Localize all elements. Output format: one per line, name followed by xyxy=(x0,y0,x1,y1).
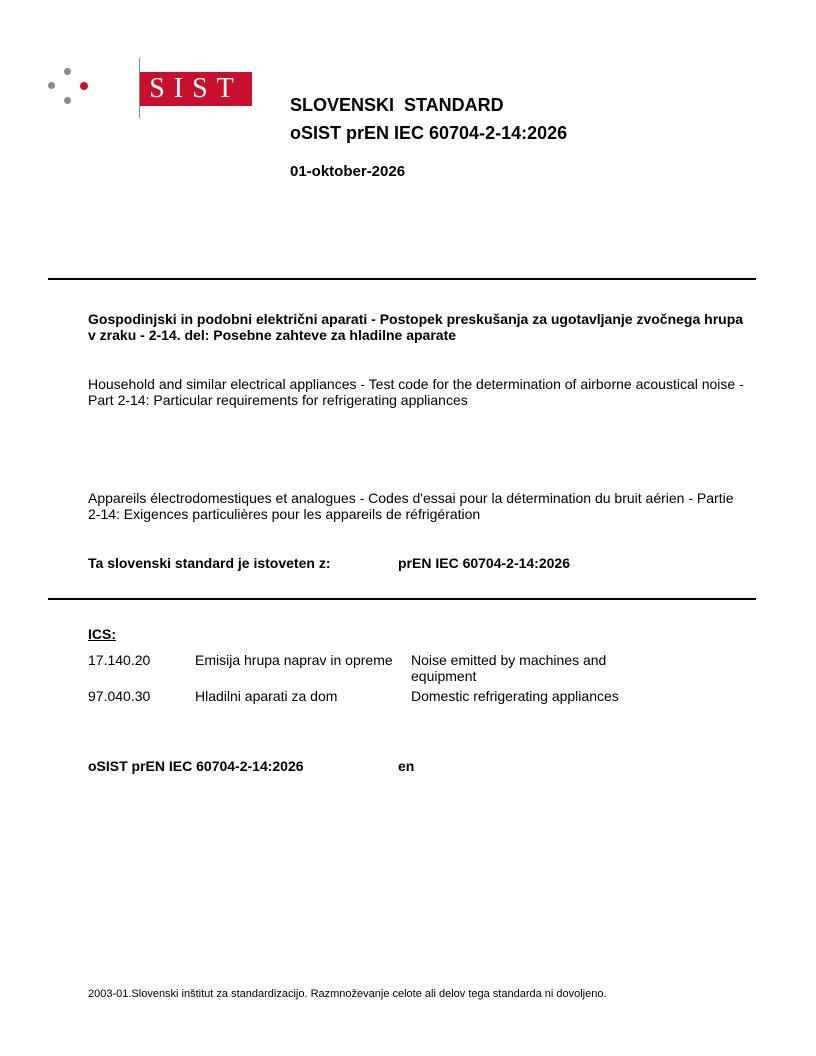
ics-code: 17.140.20 xyxy=(88,652,151,668)
publication-date: 01-oktober-2026 xyxy=(290,163,406,180)
designation-code: oSIST prEN IEC 60704-2-14:2026 xyxy=(88,758,304,774)
logo-dot-red-icon xyxy=(80,82,88,90)
standard-code: oSIST prEN IEC 60704-2-14:2026 xyxy=(290,123,568,143)
top-divider xyxy=(48,278,756,280)
sist-logo xyxy=(48,60,243,120)
logo-dot-icon xyxy=(64,97,71,104)
ics-english: Domestic refrigerating appliances xyxy=(411,688,619,704)
title-french: Appareils électrodomestiques et analogues - Codes d'essai pour la détermination du bruit aérien - Partie 2-14: Exigences particulières pour les appareils de réfrigération xyxy=(88,490,734,522)
logo-dot-icon xyxy=(64,68,71,75)
logo-dot-icon xyxy=(48,82,55,89)
ics-slovenian: Hladilni aparati za dom xyxy=(195,688,338,704)
title-english: Household and similar electrical appliances - Test code for the determination of airborne acoustical noise - Part 2-14: Particular requirements for refrigerating appliances xyxy=(88,376,744,408)
bottom-divider xyxy=(48,598,756,600)
logo-wordmark: SIST xyxy=(140,72,252,106)
title-slovenian: Gospodinjski in podobni električni aparati - Postopek preskušanja za ugotavljanje zvočnega hrupa v zraku - 2-14. del: Posebne zahteve za hladilne aparate xyxy=(88,311,744,343)
identical-value: prEN IEC 60704-2-14:2026 xyxy=(398,555,570,571)
designation-language: en xyxy=(398,758,415,774)
copyright-footer: 2003-01.Slovenski inštitut za standardizacijo. Razmnoževanje celote ali delov tega standarda ni dovoljeno. xyxy=(88,988,607,1000)
logo-divider xyxy=(139,58,140,118)
ics-heading: ICS: xyxy=(88,626,116,642)
ics-english: Noise emitted by machines and equipment xyxy=(411,652,607,684)
table-row xyxy=(88,652,621,688)
standard-type: SLOVENSKI STANDARD xyxy=(290,95,504,115)
ics-table xyxy=(88,652,621,708)
ics-slovenian: Emisija hrupa naprav in opreme xyxy=(195,652,393,668)
ics-code: 97.040.30 xyxy=(88,688,151,704)
table-row xyxy=(88,688,621,708)
identical-label: Ta slovenski standard je istoveten z: xyxy=(88,555,331,571)
